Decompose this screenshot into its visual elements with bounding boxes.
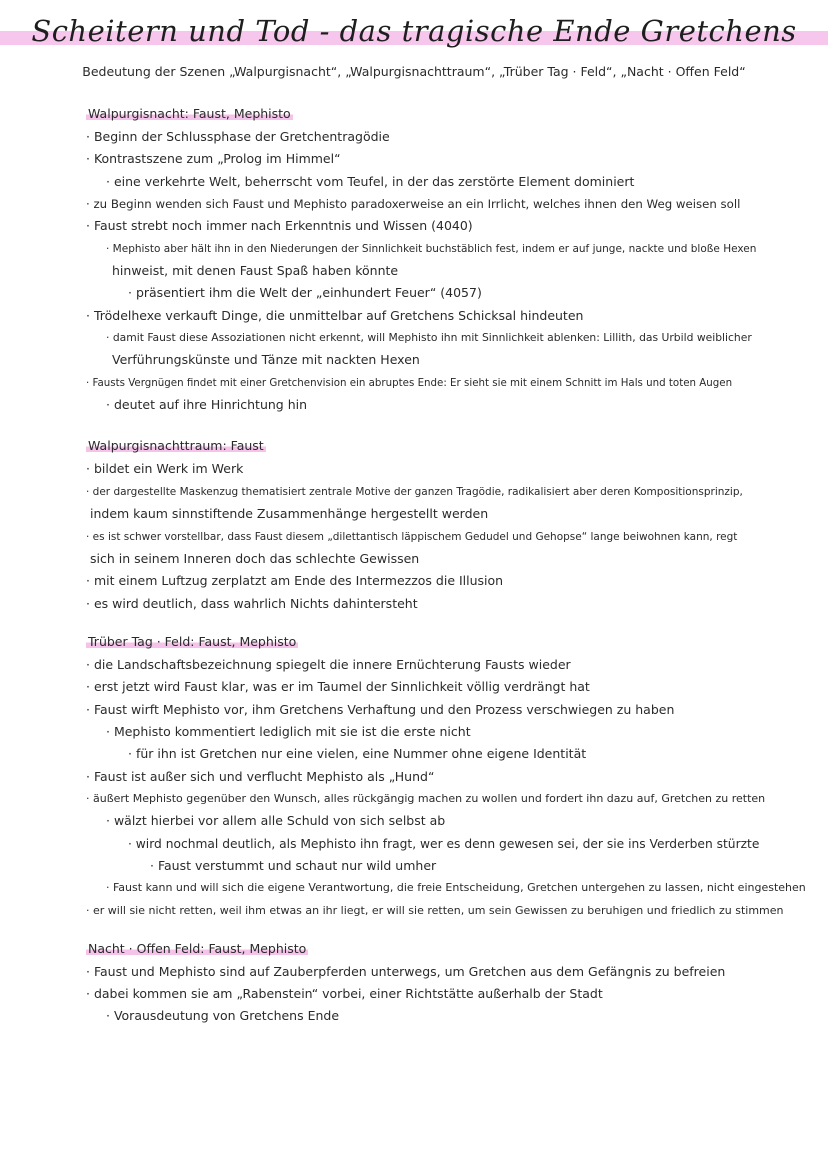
note-line: hinweist, mit denen Faust Spaß haben könnte — [112, 263, 399, 278]
note-line: · äußert Mephisto gegenüber den Wunsch, alles rückgängig machen zu wollen und fordert ihn dazu auf, Gretchen zu retten — [86, 792, 766, 805]
section-heading-walpurgisnachttraum: Walpurgisnachttraum: Faust — [88, 438, 264, 453]
note-line: · erst jetzt wird Faust klar, was er im Taumel der Sinnlichkeit völlig verdrängt hat — [86, 679, 590, 694]
note-line: · präsentiert ihm die Welt der „einhundert Feuer“ (4057) — [128, 285, 482, 300]
note-line: · Mephisto kommentiert lediglich mit sie ist die erste nicht — [106, 724, 471, 739]
note-line: · die Landschaftsbezeichnung spiegelt die innere Ernüchterung Fausts wieder — [86, 657, 571, 672]
note-line: · Trödelhexe verkauft Dinge, die unmittelbar auf Gretchens Schicksal hindeuten — [86, 308, 584, 323]
note-line: indem kaum sinnstiftende Zusammenhänge hergestellt werden — [90, 506, 489, 521]
note-line: · zu Beginn wenden sich Faust und Mephisto paradoxerweise an ein Irrlicht, welches ihnen den Weg weisen soll — [86, 197, 741, 211]
note-line: · Faust kann und will sich die eigene Verantwortung, die freie Entscheidung, Gretchen untergehen zu lassen, nicht eingestehen — [106, 881, 806, 894]
note-line: · es ist schwer vorstellbar, dass Faust diesem „dilettantisch läppischem Gedudel und Gehopse“ lange beiwohnen kann, regt — [86, 531, 738, 543]
note-line: · mit einem Luftzug zerplatzt am Ende des Intermezzos die Illusion — [86, 573, 504, 588]
note-line: · für ihn ist Gretchen nur eine vielen, eine Nummer ohne eigene Identität — [128, 746, 587, 761]
note-line: · Beginn der Schlussphase der Gretchentragödie — [86, 129, 390, 144]
note-line: Verführungskünste und Tänze mit nackten Hexen — [112, 352, 420, 367]
note-line: · Mephisto aber hält ihn in den Niederungen der Sinnlichkeit buchstäblich fest, indem er auf junge, nackte und bloße Hexen — [106, 243, 757, 255]
note-line: · Faust und Mephisto sind auf Zauberpferden unterwegs, um Gretchen aus dem Gefängnis zu befreien — [86, 964, 726, 979]
section-heading-trueber-tag: Trüber Tag · Feld: Faust, Mephisto — [88, 634, 297, 649]
note-line: · wird nochmal deutlich, als Mephisto ihn fragt, wer es denn gewesen sei, der sie ins Verderben stürzte — [128, 837, 760, 851]
note-line: · Faust wirft Mephisto vor, ihm Gretchens Verhaftung und den Prozess verschwiegen zu haben — [86, 702, 675, 717]
note-line: · er will sie nicht retten, weil ihm etwas an ihr liegt, er will sie retten, um sein Gewissen zu beruhigen und friedlich zu stimmen — [86, 904, 784, 917]
page-title: Scheitern und Tod - das tragische Ende Gretchens — [31, 14, 797, 48]
note-line: · Fausts Vergnügen findet mit einer Gretchenvision ein abruptes Ende: Er sieht sie mit einem Schnitt im Hals und toten Augen — [86, 377, 733, 389]
section-heading-nacht-offen-feld: Nacht · Offen Feld: Faust, Mephisto — [88, 941, 307, 956]
note-line: · es wird deutlich, dass wahrlich Nichts dahintersteht — [86, 596, 418, 611]
note-line: · der dargestellte Maskenzug thematisiert zentrale Motive der ganzen Tragödie, radikalisiert aber deren Kompositionsprinzip, — [86, 486, 743, 498]
note-line: · deutet auf ihre Hinrichtung hin — [106, 397, 308, 412]
note-line: · wälzt hierbei vor allem alle Schuld von sich selbst ab — [106, 813, 446, 828]
note-line: · dabei kommen sie am „Rabenstein“ vorbei, einer Richtstätte außerhalb der Stadt — [86, 986, 603, 1001]
note-line: · Faust verstummt und schaut nur wild umher — [150, 858, 437, 873]
note-line: sich in seinem Inneren doch das schlechte Gewissen — [90, 551, 420, 566]
note-line: · Faust ist außer sich und verflucht Mephisto als „Hund“ — [86, 769, 435, 784]
page-subtitle: Bedeutung der Szenen „Walpurgisnacht“, „Walpurgisnachttraum“, „Trüber Tag · Feld“, „Nacht · Offen Feld“ — [82, 64, 746, 79]
note-line: · Faust strebt noch immer nach Erkenntnis und Wissen (4040) — [86, 218, 473, 233]
note-line: · damit Faust diese Assoziationen nicht erkennt, will Mephisto ihn mit Sinnlichkeit ablenken: Lillith, das Urbild weiblicher — [106, 331, 752, 344]
note-line: · Vorausdeutung von Gretchens Ende — [106, 1008, 340, 1023]
note-line: · bildet ein Werk im Werk — [86, 461, 244, 476]
note-line: · Kontrastszene zum „Prolog im Himmel“ — [86, 151, 341, 166]
note-line: · eine verkehrte Welt, beherrscht vom Teufel, in der das zerstörte Element dominiert — [106, 174, 635, 189]
section-heading-walpurgisnacht: Walpurgisnacht: Faust, Mephisto — [88, 106, 291, 121]
